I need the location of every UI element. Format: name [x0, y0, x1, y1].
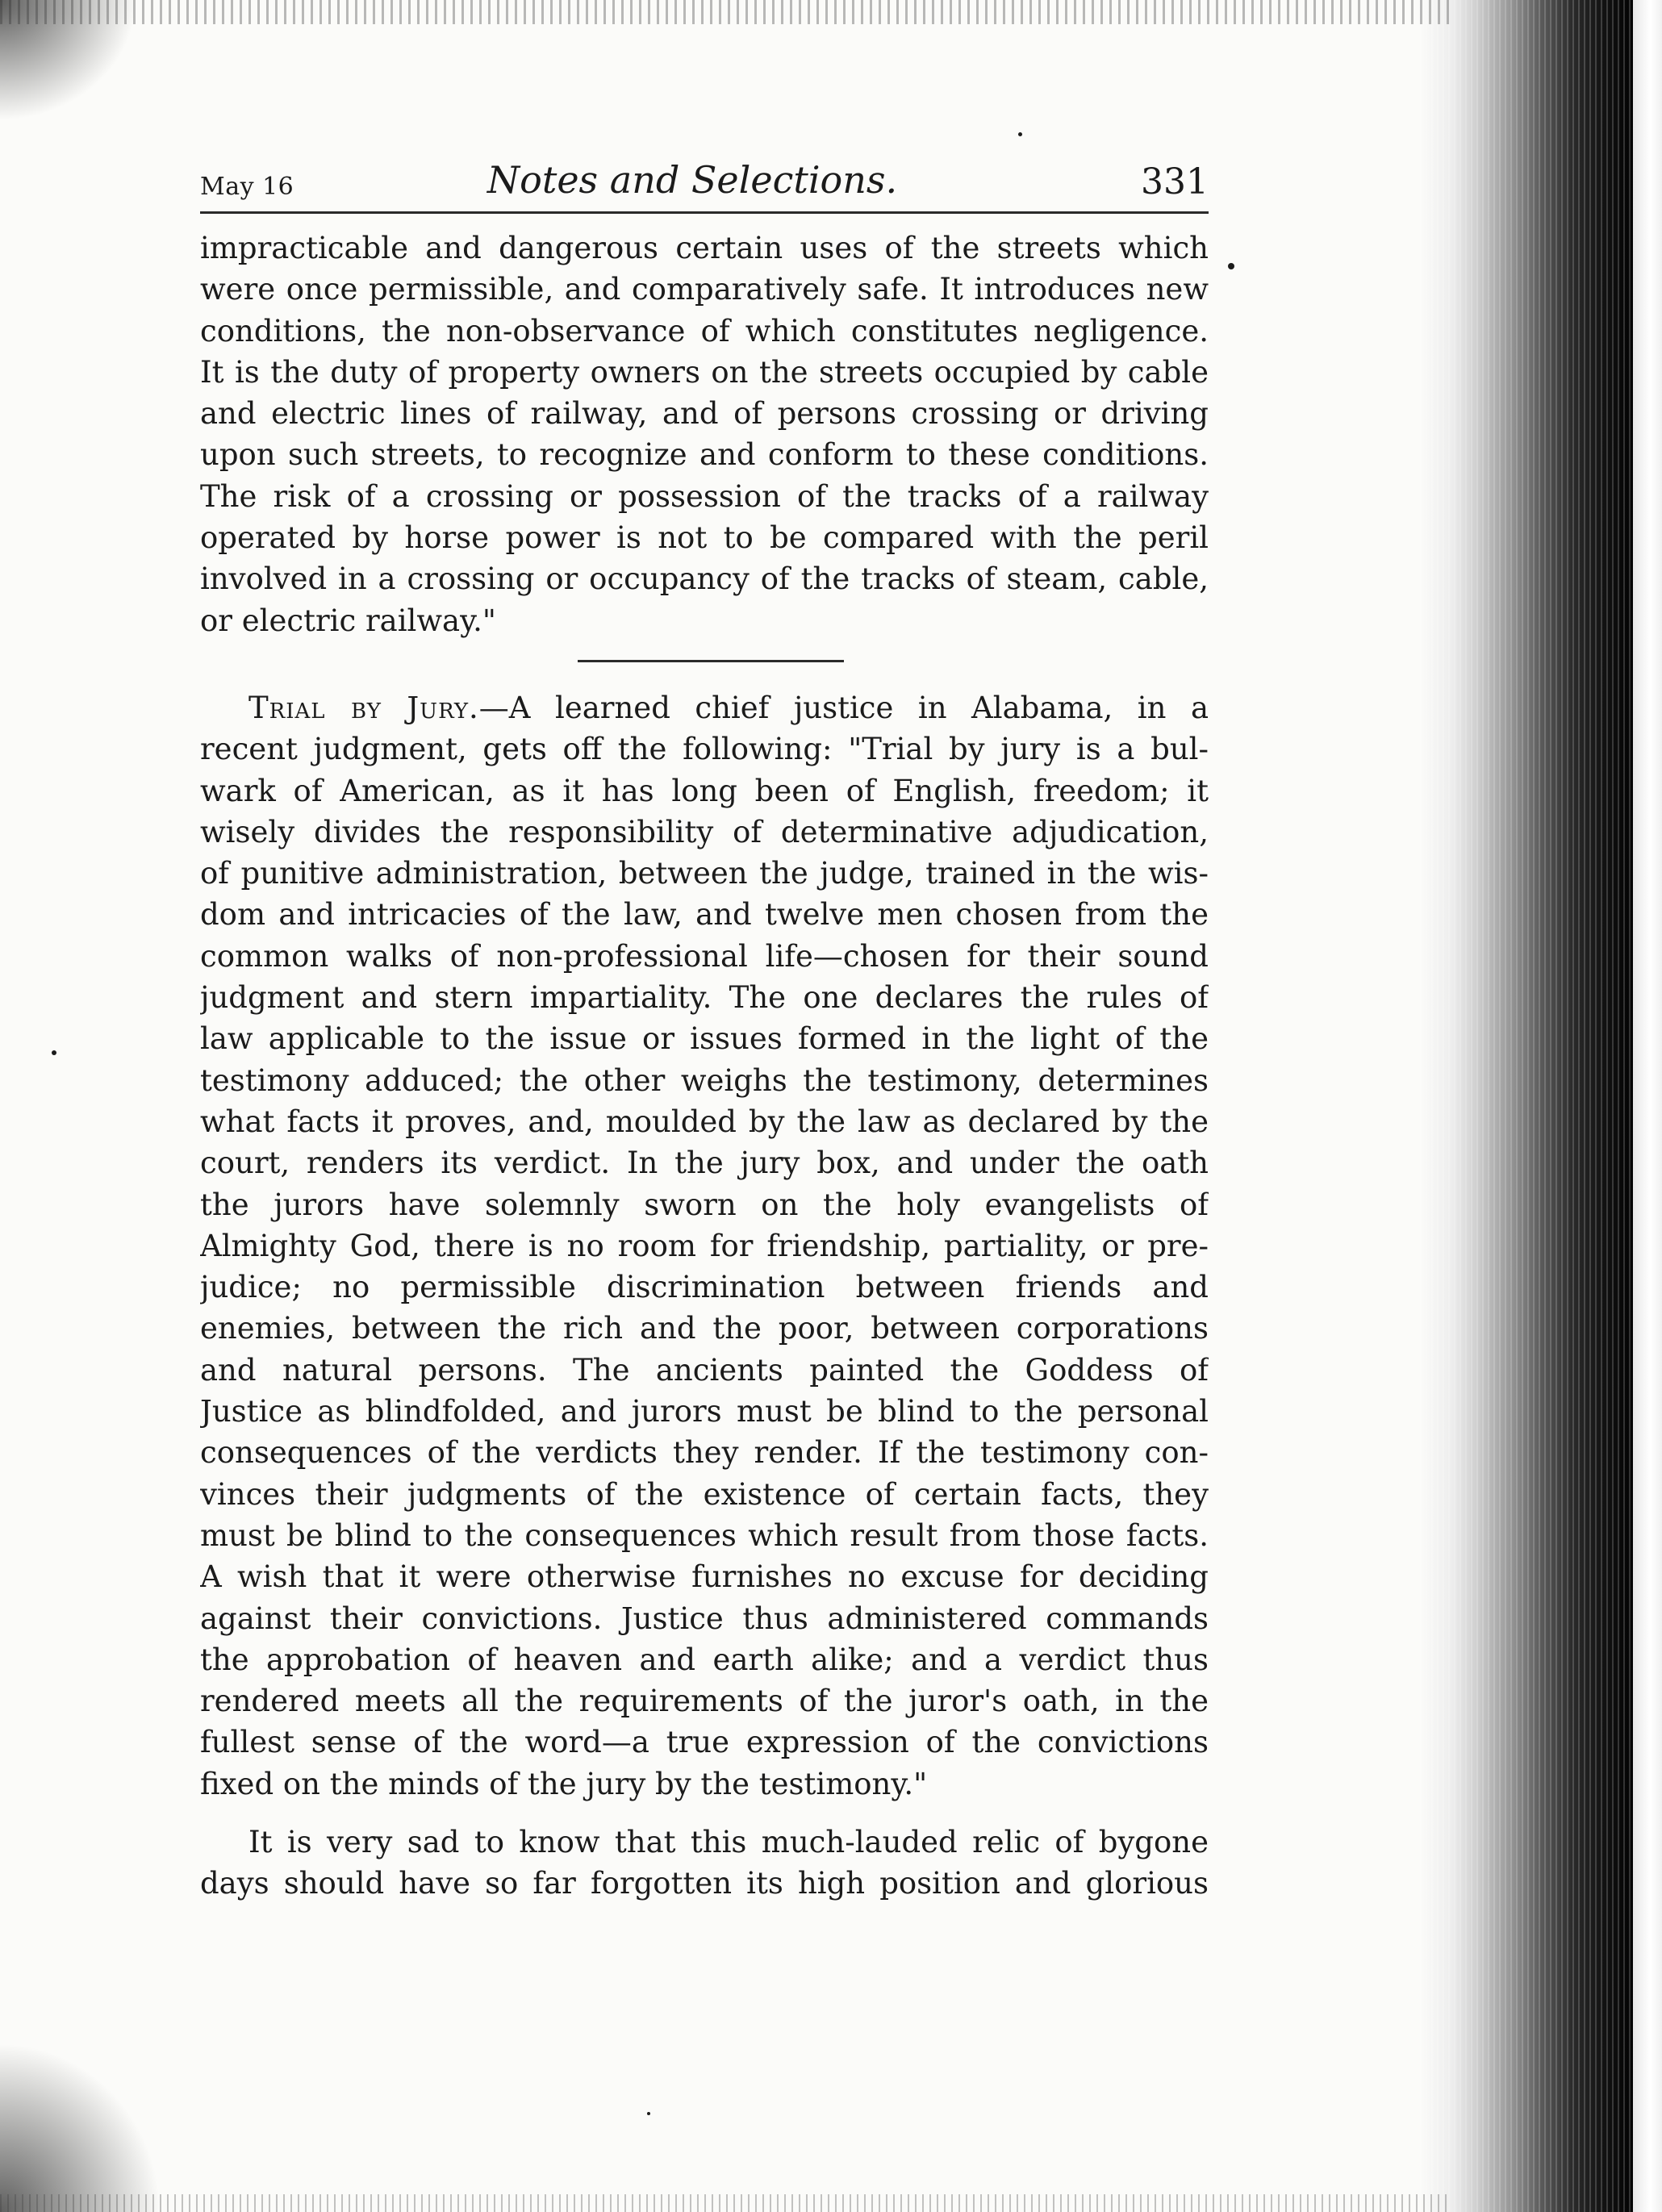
text-line: The risk of a crossing or possession of the tracks of a railway — [200, 478, 1209, 514]
text-line: Justice as blindfolded, and jurors must be blind to the personal — [200, 1394, 1209, 1429]
ink-speck — [1018, 132, 1022, 136]
paragraph-commentary — [200, 1822, 1209, 1905]
scan-shadow-bottom-left — [0, 2043, 161, 2212]
text-line: vinces their judgments of the existence of certain facts, they — [200, 1476, 1209, 1512]
text-line: of punitive administration, between the judge, trained in the wis- — [200, 856, 1209, 891]
section-first-line-text: —A learned chief justice in Alabama, in a — [478, 691, 1209, 725]
text-line: upon such streets, to recognize and conform to these conditions. — [200, 437, 1209, 473]
text-line: wark of American, as it has long been of English, freedom; it — [200, 773, 1209, 808]
text-line: dom and intricacies of the law, and twelve men chosen from the — [200, 897, 1209, 933]
text-line: recent judgment, gets off the following: "Trial by jury is a bul- — [200, 732, 1209, 767]
text-line: law applicable to the issue or issues formed in the light of the — [200, 1021, 1209, 1057]
paragraph-trial-by-jury — [200, 687, 1209, 1805]
scan-shadow-top-left — [0, 0, 137, 121]
text-line: must be blind to the consequences which result from those facts. — [200, 1517, 1209, 1553]
text-line: Almighty God, there is no room for friendship, partiality, or pre- — [200, 1228, 1209, 1263]
page-edge — [1633, 0, 1662, 2212]
scan-noise-bottom — [0, 2194, 1452, 2212]
section-divider — [578, 660, 844, 662]
text-line: wisely divides the responsibility of determinative adjudication, — [200, 814, 1209, 849]
text-line: and electric lines of railway, and of persons crossing or driving — [200, 396, 1209, 432]
text-line: court, renders its verdict. In the jury box, and under the oath — [200, 1146, 1209, 1181]
running-header — [200, 158, 1209, 215]
section-heading: Trial by Jury. — [248, 691, 479, 725]
ink-speck — [52, 1050, 56, 1055]
text-line: were once permissible, and comparatively safe. It introduces new — [200, 272, 1209, 307]
text-line: enemies, between the rich and the poor, between corporations — [200, 1311, 1209, 1346]
text-line: fixed on the minds of the jury by the testimony." — [200, 1766, 928, 1801]
text-line: It is very sad to know that this much-lauded relic of bygone — [248, 1825, 1209, 1859]
text-line: operated by horse power is not to be compared with the peril — [200, 520, 1209, 556]
ink-speck — [647, 2112, 650, 2115]
text-line: common walks of non-professional life—chosen for their sound — [200, 938, 1209, 974]
text-line: testimony adduced; the other weighs the testimony, determines — [200, 1062, 1209, 1098]
text-line: consequences of the verdicts they render. If the testimony con- — [200, 1435, 1209, 1471]
text-line: involved in a crossing or occupancy of the tracks of steam, cable, — [200, 561, 1209, 597]
text-line: and natural persons. The ancients painted the Goddess of — [200, 1352, 1209, 1388]
text-line: rendered meets all the requirements of the juror's oath, in the — [200, 1684, 1209, 1719]
text-line: conditions, the non-observance of which constitutes negligence. — [200, 313, 1209, 348]
header-date: May 16 — [200, 173, 294, 201]
text-line: impracticable and dangerous certain uses of the streets which — [200, 231, 1209, 265]
text-line: It is the duty of property owners on the streets occupied by cable — [200, 354, 1209, 390]
text-line: judgment and stern impartiality. The one declares the rules of — [200, 980, 1209, 1016]
text-line: judice; no permissible discrimination between friends and — [200, 1270, 1209, 1305]
text-line: against their convictions. Justice thus administered commands — [200, 1601, 1209, 1636]
scan-noise-top — [0, 0, 1452, 24]
text-line: or electric railway." — [200, 603, 496, 638]
ink-speck — [1228, 263, 1234, 269]
book-binding-shadow — [1420, 0, 1662, 2212]
text-line: the approbation of heaven and earth alike; and a verdict thus — [200, 1642, 1209, 1677]
page-number: 331 — [1141, 161, 1209, 202]
section-first-line — [200, 687, 1209, 728]
header-rule — [200, 211, 1209, 214]
paragraph-quote-continuation — [200, 227, 1209, 641]
text-line: what facts it proves, and, moulded by the law as declared by the — [200, 1104, 1209, 1139]
text-line: the jurors have solemnly sworn on the holy evangelists of — [200, 1187, 1209, 1222]
text-line: A wish that it were otherwise furnishes no excuse for deciding — [200, 1559, 1209, 1595]
text-line: fullest sense of the word—a true expression of the convictions — [200, 1725, 1209, 1760]
header-title: Notes and Selections. — [486, 158, 898, 202]
text-line: days should have so far forgotten its high position and glorious — [200, 1866, 1209, 1901]
